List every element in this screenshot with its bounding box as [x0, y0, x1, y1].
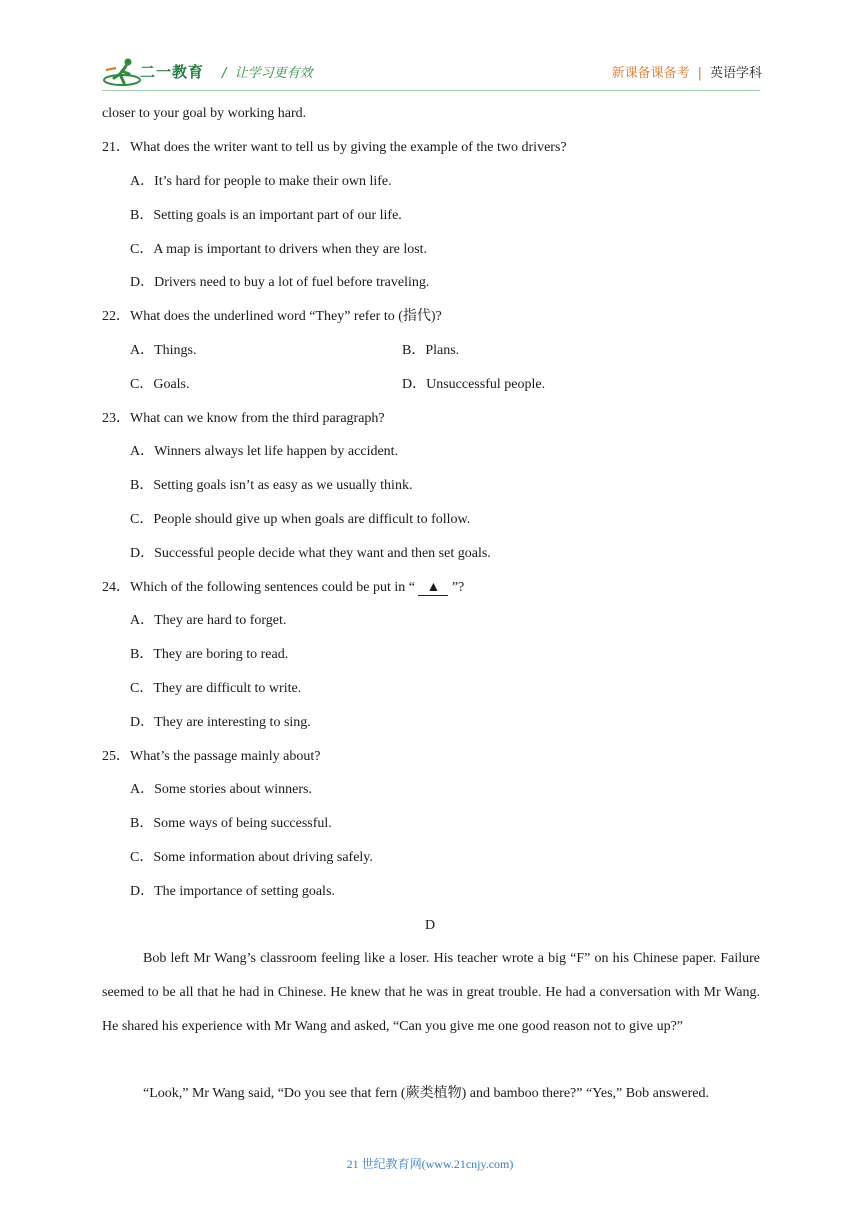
option-21b: B．Setting goals is an important part of our life. [130, 208, 402, 223]
answer-blank: ▲ [418, 580, 448, 596]
passage-paragraph-2: “Look,” Mr Wang said, “Do you see that fern (蕨类植物) and bamboo there?” “Yes,” Bob answered. [143, 1086, 709, 1101]
header-course: 新课备课备考 [611, 66, 690, 81]
option-24b: B．They are boring to read. [130, 647, 289, 662]
header-separator: | [697, 66, 702, 81]
question-24: 24．Which of the following sentences could be put in “ ▲ ”? [102, 580, 465, 595]
option-23c: C．People should give up when goals are difficult to follow. [130, 512, 471, 527]
lead-line: closer to your goal by working hard. [102, 106, 307, 121]
option-25a: A．Some stories about winners. [130, 782, 312, 797]
option-21c: C．A map is important to drivers when they are lost. [130, 242, 428, 257]
question-25: 25．What’s the passage mainly about? [102, 749, 321, 764]
runner-logo-icon [102, 56, 142, 88]
option-21d: D．Drivers need to buy a lot of fuel before traveling. [130, 275, 430, 290]
option-22a: A．Things. [130, 343, 197, 358]
option-23a: A．Winners always let life happen by accident. [130, 444, 399, 459]
header-slogan: / 让学习更有效 [222, 66, 313, 81]
option-25d: D．The importance of setting goals. [130, 884, 335, 899]
question-21: 21．What does the writer want to tell us by giving the example of the two drivers? [102, 140, 567, 155]
option-24a: A．They are hard to forget. [130, 613, 287, 628]
page-header [102, 56, 762, 92]
option-23b: B．Setting goals isn’t as easy as we usually think. [130, 478, 413, 493]
header-subject: 英语学科 [709, 66, 762, 81]
option-25c: C．Some information about driving safely. [130, 850, 373, 865]
option-25b: B．Some ways of being successful. [130, 816, 332, 831]
option-23d: D．Successful people decide what they want and then set goals. [130, 546, 491, 561]
header-divider [102, 90, 760, 91]
page-footer: 21 世纪教育网(www.21cnjy.com) [346, 1157, 514, 1171]
option-22d: D．Unsuccessful people. [402, 377, 546, 392]
question-22: 22．What does the underlined word “They” refer to (指代)? [102, 309, 442, 324]
question-23: 23．What can we know from the third paragraph? [102, 411, 385, 426]
option-24d: D．They are interesting to sing. [130, 715, 311, 730]
option-24c: C．They are difficult to write. [130, 681, 302, 696]
header-course-info [612, 62, 762, 81]
logo [102, 56, 214, 88]
option-22c: C．Goals. [130, 377, 190, 392]
section-label: D [424, 918, 436, 933]
option-21a: A．It’s hard for people to make their own life. [130, 174, 392, 189]
option-22b: B．Plans. [402, 343, 460, 358]
passage-paragraph-1: Bob left Mr Wang’s classroom feeling like a loser. His teacher wrote a big “F” on his Chinese paper. Failure seemed to be all that he had in Chinese. He knew that he was in great trouble. He had a conversation with Mr Wang. He shared his experience with Mr Wang and asked, “Can you give me one good reason not to give up?” [102, 951, 760, 1034]
logo-text: 二一教育 [140, 63, 205, 81]
